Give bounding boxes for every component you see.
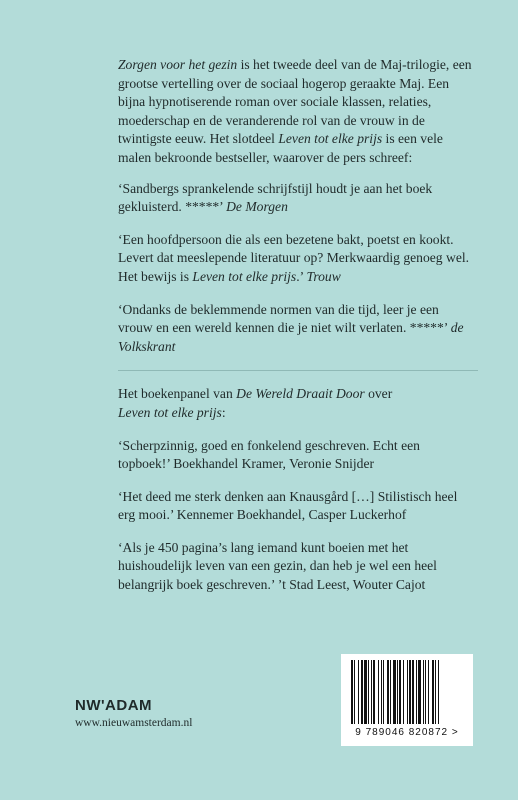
press-quote-1: ‘Sandbergs sprankelende schrijfstijl houdt je aan het boek gekluisterd. *****’ De Morgen xyxy=(118,180,433,215)
cover-text xyxy=(118,56,473,609)
publisher-logo: NW'ADAM xyxy=(75,697,153,714)
intro-text-end: is een vele malen bekroonde bestseller, waarover de pers schreef: xyxy=(118,131,443,165)
panel-quote-1: ‘Scherpzinnig, goed en fonkelend geschreven. Echt een topboek!’ Boekhandel Kramer, Veronie Snijder xyxy=(118,437,420,472)
panel-quote-3: ‘Als je 450 pagina’s lang iemand kunt boeien met het huishoudelijk leven van een gezin, dan heb je wel een heel belangrijk boek geschreven.’ ’t Stad Leest, Wouter Cajot xyxy=(118,539,437,593)
press-quote-2: ‘Een hoofdpersoon die als een bezetene bakt, poetst en kookt. Levert dat meeslepende literatuur op? Merkwaardig genoeg wel. Het bewijs is Leven tot elke prijs.’ Trouw xyxy=(118,231,470,284)
final-book-title: Leven tot elke prijs xyxy=(278,131,383,147)
intro-text: is het tweede deel van de Maj-trilogie, een grootse vertelling over de sociaal hogerop geraakte Maj. Een bijna hypnotiserende roman over sociale klassen, relaties, moederschap en de veranderende rol van de vrouw in de twintigste eeuw. Het slotdeel xyxy=(118,57,472,147)
press-source: De Morgen xyxy=(226,199,288,215)
barcode xyxy=(341,654,473,746)
section-divider xyxy=(118,370,478,371)
book-title: Zorgen voor het gezin xyxy=(118,57,238,72)
panel-quote-2: ‘Het deed me sterk denken aan Knausgård […] Stilistisch heel erg mooi.’ Kennemer Boekhandel, Casper Luckerhof xyxy=(118,488,458,523)
press-source: de Volkskrant xyxy=(118,320,464,354)
barcode-bars xyxy=(341,654,473,728)
barcode-digits: 9 789046 820872 > xyxy=(355,727,459,738)
press-quote-3: ‘Ondanks de beklemmende normen van die tijd, leer je een vrouw en een wereld kennen die je niet wilt verlaten. *****’ de Volkskrant xyxy=(118,301,464,354)
panel-heading: Het boekenpanel van De Wereld Draait Door over Leven tot elke prijs: xyxy=(118,386,393,420)
intro-paragraph xyxy=(118,56,473,168)
press-source: Trouw xyxy=(306,268,341,284)
publisher-url: www.nieuwamsterdam.nl xyxy=(75,717,193,729)
